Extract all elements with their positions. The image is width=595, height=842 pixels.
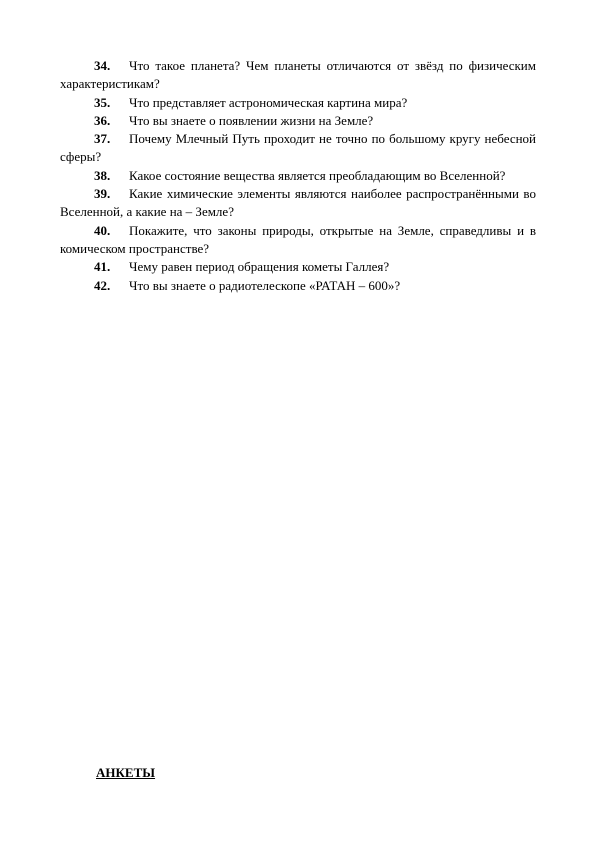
- question-text: Какие химические элементы являются наиболее распространёнными во Вселенной, а какие на – Земле?: [60, 186, 536, 220]
- question-text: Какое состояние вещества является преобладающим во Вселенной?: [129, 167, 506, 183]
- question-number: 37.: [94, 131, 111, 147]
- question-text: Что вы знаете о радиотелескопе «РАТАН – 600»?: [129, 277, 401, 293]
- question-text: Почему Млечный Путь проходит не точно по большому кругу небесной сферы?: [60, 131, 536, 165]
- question-number: 38.: [94, 167, 111, 183]
- question-item: [60, 94, 536, 112]
- question-text: Покажите, что законы природы, открытые на Земле, справедливы и в комическом пространстве?: [60, 222, 536, 256]
- question-list: [60, 57, 536, 295]
- question-text: Что такое планета? Чем планеты отличаются от звёзд по физическим характеристикам?: [60, 58, 536, 92]
- question-number: 35.: [94, 94, 111, 110]
- question-item: [60, 222, 536, 259]
- question-number: 39.: [94, 186, 111, 202]
- question-number: 36.: [94, 112, 111, 128]
- question-item: [60, 185, 536, 222]
- question-item: [60, 57, 536, 94]
- question-number: 42.: [94, 277, 111, 293]
- question-item: [60, 277, 536, 295]
- question-number: 40.: [94, 222, 111, 238]
- question-text: Чему равен период обращения кометы Галлея?: [129, 259, 390, 275]
- question-item: [60, 167, 536, 185]
- question-item: [60, 258, 536, 276]
- question-number: 41.: [94, 259, 111, 275]
- question-item: [60, 130, 536, 167]
- question-item: [60, 112, 536, 130]
- question-number: 34.: [94, 58, 111, 73]
- question-text: Что вы знаете о появлении жизни на Земле?: [129, 112, 374, 128]
- section-heading: АНКЕТЫ: [96, 765, 156, 780]
- question-text: Что представляет астрономическая картина мира?: [129, 94, 408, 110]
